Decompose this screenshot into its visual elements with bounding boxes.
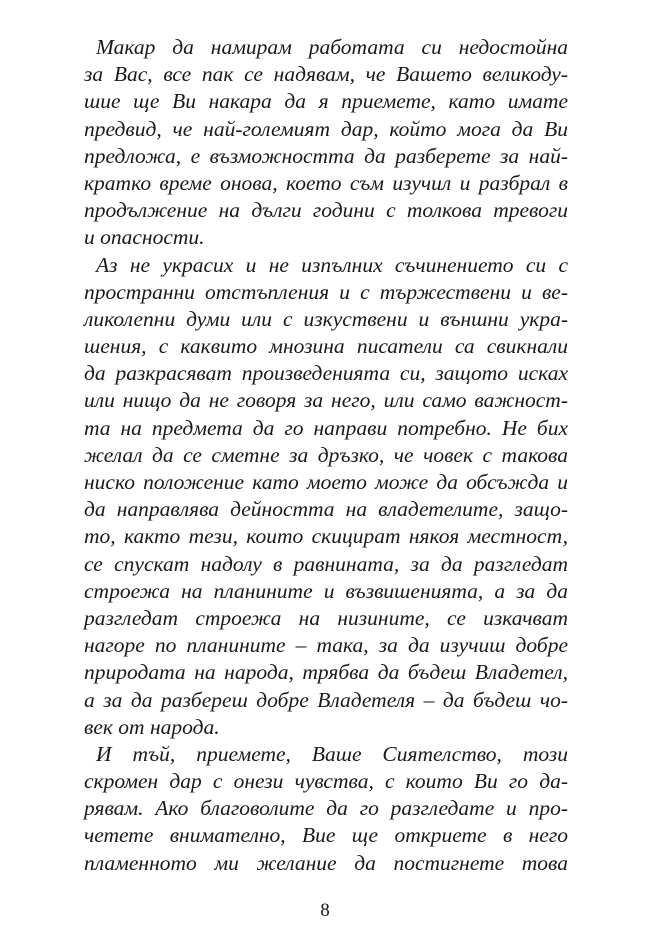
text-line: разгледат строежа на низините, се изкачват [84,605,568,630]
text-line: природата на народа, трябва да бъдеш Владетел, [84,660,568,685]
text-line: Макар да намирам работата си недостойна [96,35,568,59]
text-line: се спускат надолу в равнината, за да разгледат [84,551,568,576]
text-line: рявам. Ако благоволите да го разгледате и про- [84,796,568,821]
text-line: предложа, е възможността да разберете за най- [84,143,568,168]
text-line: продължение на дълги години с толкова тревоги [84,198,568,223]
text-line: ниско положение като моето може да обсъжда и [84,470,568,494]
text-line: да разкрасяват произведенията си, защото исках [84,361,568,386]
text-line: четете внимателно, Вие ще откриете в него [84,823,568,848]
text-line: кратко време онова, което съм изучил и разбрал в [84,170,568,195]
text-line: пламенното ми желание да постигнете това [84,850,568,875]
text-line: да направлява дейността на владетелите, защо- [84,497,568,522]
text-line: за Вас, все пак се надявам, че Вашето великоду- [84,62,568,87]
text-line: та на предмета да го направи потребно. Не бих [84,415,568,440]
text-line: желал да се сметне за дръзко, че човек с такова [84,442,568,467]
text-line: а за да разбереш добре Владетеля – да бъдеш чо- [84,687,568,712]
text-line: шения, с каквито мнозина писатели са свикнали [84,334,568,359]
text-line: и опасности. [84,225,205,250]
text-line: Аз не украсих и не изпълних съчинението си с [96,252,568,277]
text-line: строежа на планините и възвишенията, а за да [84,578,568,603]
text-line: пространни отстъпления и с тържествени и ве- [84,279,568,304]
body-text [84,34,568,877]
text-line: предвид, че най-големият дар, който мога да Ви [84,116,568,141]
text-line: век от народа. [84,714,220,739]
text-line: то, както тези, които скицират някоя местност, [84,524,568,549]
text-line: ликолепни думи или с изкуствени и външни укра- [84,306,568,331]
text-line: скромен дар с онези чувства, с които Ви го да- [84,769,568,794]
text-line: нагоре по планините – така, за да изучиш добре [84,633,568,658]
text-line: И тъй, приемете, Ваше Сиятелство, този [96,741,568,766]
text-line: шие ще Ви накара да я приемете, като имате [84,89,568,114]
page-number: 8 [320,900,330,921]
text-line: или нищо да не говоря за него, или само важност- [84,388,568,413]
